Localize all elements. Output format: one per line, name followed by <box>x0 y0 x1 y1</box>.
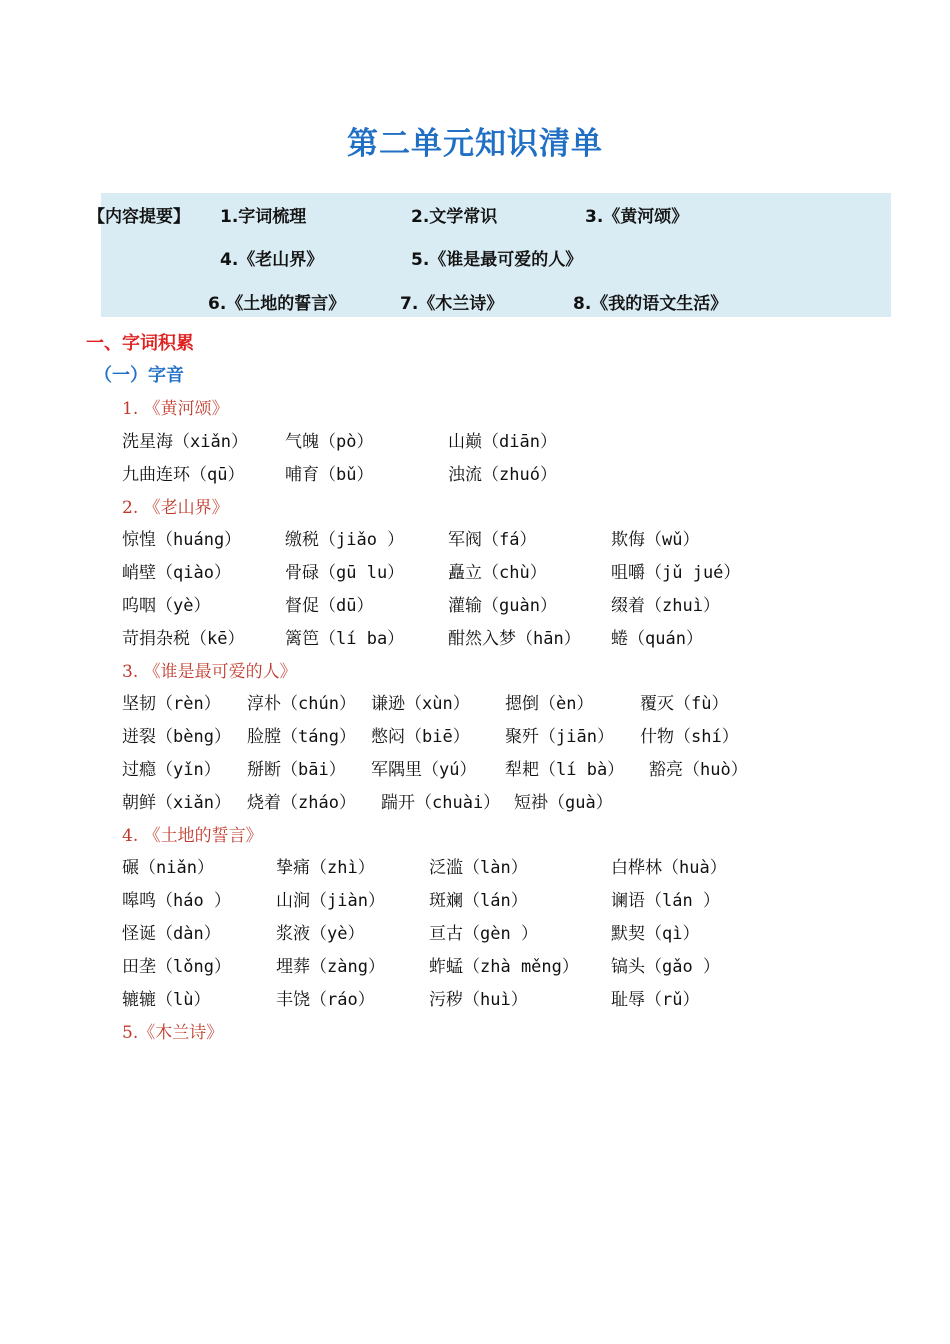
word-entry: 山涧（jiàn） <box>276 891 385 911</box>
word-entry: 斑斓（lán） <box>429 891 528 911</box>
summary-item: 5.《谁是最可爱的人》 <box>411 250 583 270</box>
word-entry: 酣然入梦（hān） <box>448 629 581 649</box>
word-entry: 苛捐杂税（kē） <box>122 629 245 649</box>
subsection-heading: （一）字音 <box>94 365 184 386</box>
word-entry: 什物（shí） <box>640 727 739 747</box>
word-entry: 呜咽（yè） <box>122 596 211 616</box>
word-entry: 九曲连环（qū） <box>122 465 245 485</box>
word-entry: 蜷（quán） <box>611 629 703 649</box>
word-entry: 覆灭（fù） <box>640 694 729 714</box>
summary-item: 7.《木兰诗》 <box>400 294 504 314</box>
word-entry: 篱笆（lí ba） <box>285 629 405 649</box>
page-title: 第二单元知识清单 <box>347 126 603 162</box>
word-entry: 峭壁（qiào） <box>122 563 231 583</box>
summary-item: 8.《我的语文生活》 <box>573 294 728 314</box>
word-entry: 朝鲜（xiǎn） <box>122 793 231 813</box>
word-entry: 碾（niǎn） <box>122 858 214 878</box>
word-entry: 蚱蜢（zhà měng） <box>429 957 579 977</box>
word-entry: 惊惶（huáng） <box>122 530 242 550</box>
word-entry: 嗥鸣（háo ） <box>122 891 231 911</box>
word-entry: 哺育（bǔ） <box>285 465 374 485</box>
word-entry: 山巅（diān） <box>448 432 557 452</box>
word-entry: 脸膛（táng） <box>247 727 356 747</box>
word-entry: 豁亮（huò） <box>649 760 748 780</box>
word-entry: 聚歼（jiān） <box>505 727 614 747</box>
word-entry: 白桦林（huà） <box>611 858 727 878</box>
word-entry: 挚痛（zhì） <box>276 858 375 878</box>
word-entry: 浆液（yè） <box>276 924 365 944</box>
word-entry: 耻辱（rǔ） <box>611 990 700 1010</box>
word-entry: 欺侮（wǔ） <box>611 530 700 550</box>
summary-item: 6.《土地的誓言》 <box>208 294 346 314</box>
group-heading: 2. 《老山界》 <box>122 498 229 518</box>
word-entry: 掰断（bāi） <box>247 760 346 780</box>
word-entry: 亘古（gèn ） <box>429 924 538 944</box>
summary-label: 【内容提要】 <box>88 207 190 227</box>
group-heading: 4. 《土地的誓言》 <box>122 826 263 846</box>
word-entry: 烧着（zháo） <box>247 793 356 813</box>
word-entry: 镐头（gǎo ） <box>611 957 720 977</box>
word-entry: 军隅里（yú） <box>371 760 477 780</box>
word-entry: 洗星海（xiǎn） <box>122 432 248 452</box>
word-entry: 缀着（zhuì） <box>611 596 720 616</box>
word-entry: 泛滥（làn） <box>429 858 528 878</box>
word-entry: 丰饶（ráo） <box>276 990 375 1010</box>
word-entry: 淳朴（chún） <box>247 694 356 714</box>
group-heading: 3. 《谁是最可爱的人》 <box>122 662 297 682</box>
word-entry: 督促（dū） <box>285 596 374 616</box>
word-entry: 田垄（lǒng） <box>122 957 231 977</box>
summary-item: 3.《黄河颂》 <box>585 207 689 227</box>
summary-item: 1.字词梳理 <box>220 207 307 227</box>
section-heading: 一、字词积累 <box>86 333 194 354</box>
word-entry: 缴税（jiǎo ） <box>285 530 405 550</box>
word-entry: 憋闷（biē） <box>371 727 470 747</box>
word-entry: 矗立（chù） <box>448 563 547 583</box>
summary-item: 4.《老山界》 <box>220 250 324 270</box>
word-entry: 咀嚼（jǔ jué） <box>611 563 741 583</box>
word-entry: 骨碌（gū lu） <box>285 563 405 583</box>
group-heading: 1. 《黄河颂》 <box>122 399 229 419</box>
word-entry: 辘辘（lù） <box>122 990 211 1010</box>
summary-item: 2.文学常识 <box>411 207 498 227</box>
word-entry: 怪诞（dàn） <box>122 924 221 944</box>
word-entry: 谰语（lán ） <box>611 891 720 911</box>
word-entry: 军阀（fá） <box>448 530 537 550</box>
word-entry: 犁耙（lí bà） <box>505 760 625 780</box>
word-entry: 摁倒（èn） <box>505 694 594 714</box>
word-entry: 迸裂（bèng） <box>122 727 231 747</box>
word-entry: 坚韧（rèn） <box>122 694 221 714</box>
word-entry: 谦逊（xùn） <box>371 694 470 714</box>
word-entry: 埋葬（zàng） <box>276 957 385 977</box>
word-entry: 踹开（chuài） <box>381 793 501 813</box>
word-entry: 浊流（zhuó） <box>448 465 557 485</box>
word-entry: 短褂（guà） <box>514 793 613 813</box>
word-entry: 灌输（guàn） <box>448 596 557 616</box>
word-entry: 过瘾（yǐn） <box>122 760 221 780</box>
group-heading: 5.《木兰诗》 <box>122 1023 224 1043</box>
word-entry: 污秽（huì） <box>429 990 528 1010</box>
word-entry: 气魄（pò） <box>285 432 374 452</box>
word-entry: 默契（qì） <box>611 924 700 944</box>
